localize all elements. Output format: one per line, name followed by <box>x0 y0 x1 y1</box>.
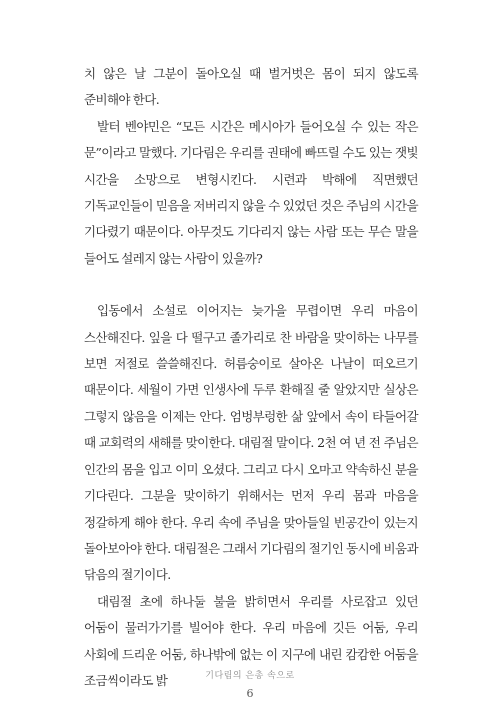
paragraph-late-autumn: 입동에서 소설로 이어지는 늦가을 무렵이면 우리 마음이 스산해진다. 잎을 다 떨구고 졸가리로 찬 바람을 맞이하는 나무를 보면 저절로 쓸쓸해진다. 허름숭이로 살아온 나날이 떠오르기 때문이다. 세월이 가면 인생사에 두루 환해질 줄 알았지만 실상은 그렇지 않음을 이제는 안다. 엄벙부렁한 삶 앞에서 속이 타들어갈 때 교회력의 새해를 맞이한다. 대림절 말이다. 2천 여 년 전 주님은 인간의 몸을 입고 이미 오셨다. 그리고 다시 오마고 약속하신 분을 기다린다. 그분을 맞이하기 위해서는 먼저 우리 몸과 마음을 정갈하게 해야 한다. 우리 속에 주님을 맞아들일 빈공간이 있는지 돌아보아야 한다. 대림절은 그래서 기다림의 절기인 동시에 비움과 닦음의 절기이다. <box>84 303 418 583</box>
page-number: 6 <box>246 687 254 700</box>
paragraph-continuation: 치 않은 날 그분이 돌아오실 때 벌거벗은 몸이 되지 않도록 준비해야 한다. <box>84 66 418 108</box>
section-break <box>84 272 418 298</box>
paragraph-benjamin: 발터 벤야민은 “모든 시간은 메시아가 들어오실 수 있는 작은 문”이라고 말했다. 기다림은 우리를 권태에 빠뜨릴 수도 있는 잿빛 시간을 소망으로 변형시킨다. 시련과 박해에 직면했던 기독교인들이 믿음을 저버리지 않을 수 있었던 것은 주님의 시간을 기다렸기 때문이다. 아무것도 기다리지 않는 사람 또는 무슨 말을 들어도 설레지 않는 사람이 있을까? <box>84 118 418 266</box>
running-head: 기다림의 은총 속으로 <box>205 671 295 681</box>
page-body <box>84 61 418 694</box>
paragraph-advent-candles: 대림절 초에 하나둘 불을 밝히면서 우리를 사로잡고 있던 어둠이 물러가기를 빌어야 한다. 우리 마음에 깃든 어둠, 우리 사회에 드리운 어둠, 하나밖에 없는 이 지구에 내린 캄캄한 어둠을 조금씩이라도 밝 <box>84 593 418 688</box>
